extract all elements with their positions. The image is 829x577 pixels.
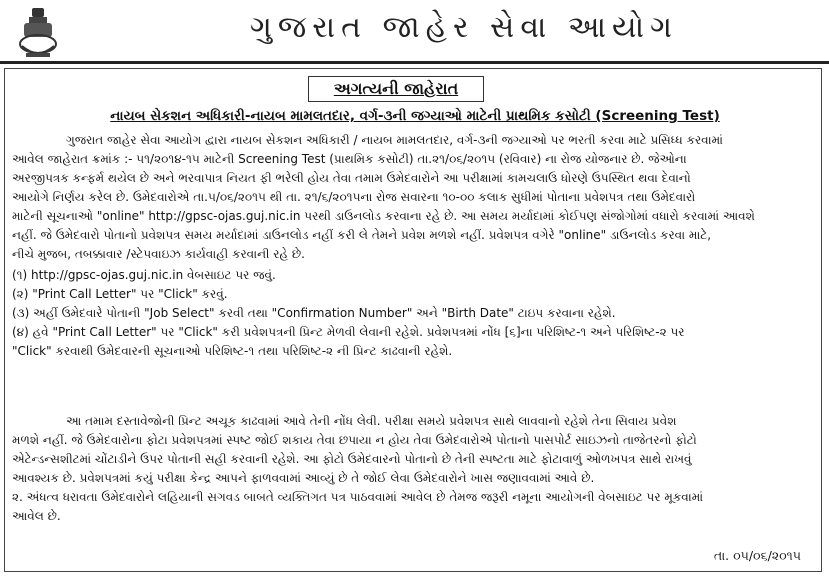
closing-paragraph: [12, 412, 818, 526]
intro-line: નહીં. જે ઉમેદવારો પોતાનો પ્રવેશપત્ર સમય મર્યાદામાં ડાઉનલોડ નહીં કરી લે તેમને પ્રવેશ મળશે નહીં. પ્રવેશપત્ર વગેરે "online" ડાઉનલોડ કરવા માટે,: [12, 228, 712, 242]
intro-line: ગુજરાત જાહેર સેવા આયોગ દ્વારા નાયબ સેકશન અધિકારી / નાયબ મામલતદાર, વર્ગ-૩ની જગ્યાઓ પર ભરતી કરવા માટે પ્રસિધ્ધ કરવામાં: [66, 133, 723, 147]
intro-line: અરજીપત્રક કન્ફર્મ થયેલ છે અને ભરવાપાત્ર નિયત ફી ભરેલી હોય તેવા તમામ ઉમેદવારોને આ પરીક્ષામાં કામચલાઉ ધોરણે ઉપસ્થિત થવા દેવાનો: [12, 171, 691, 185]
intro-line: નીચે મુજબ, તબક્કાવાર /સ્ટેપવાઇઝ કાર્યવાહી કરવાની રહે છે.: [12, 247, 305, 261]
notice-date: તા. ૦૫/૦૬/૨૦૧૫: [713, 548, 801, 563]
intro-line: માટેની સૂચનાઓ "online" http://gpsc-ojas.guj.nic.in પરથી ડાઉનલોડ કરવાના રહે છે. આ સમય મર્યાદામાં કોઈપણ સંજોગોમાં વધારો કરવામાં આવશે: [12, 209, 755, 223]
step-item: (૧) http://gpsc-ojas.guj.nic.in વેબસાઇટ પર જવું.: [12, 268, 276, 282]
step-item: (૪) હવે "Print Call Letter" પર "Click" કરી પ્રવેશપત્રની પ્રિન્ટ મેળવી લેવાની રહેશે. પ્રવેશપત્રમાં નોંધ [૬]ના પરિશિષ્ટ-૧ અને પરિશિષ્ટ-૨ પર: [12, 325, 685, 339]
closing-line: ૨. અંધત્વ ધરાવતા ઉમેદવારોને લહિયાની સગવડ બાબતે વ્યક્તિગત પત્ર પાઠવવામાં આવેલ છે તેમજ જરૂરી નમૂના આયોગની વેબસાઇટ પર મૂકવામાં: [12, 490, 704, 504]
step-item: (૩) અહીં ઉમેદવારે પોતાની "Job Select" કરવી તથા "Confirmation Number" અને "Birth Date" ટાઇપ કરવાના રહેશે.: [12, 306, 616, 320]
closing-line: એટેન્ડન્સશીટમાં ચોંટાડીને ઉપર પોતાની સહી કરવાની રહેશે. આ ફોટો ઉમેદવારનો પોતાનો છે તેની સ્પષ્ટતા માટે ફોટાવાળું ઓળખપત્ર સાથે રાખવું: [12, 452, 692, 466]
intro-line: આયોગે નિર્ણય કરેલ છે. ઉમેદવારોએ તા.૫/૦૬/૨૦૧૫ થી તા. ૨૧/૬/૨૦૧૫ના રોજ સવારના ૧૦-૦૦ કલાક સુધીમાં પોતાના પ્રવેશપત્ર તથા ઉમેદવારો: [12, 190, 696, 204]
header-divider: [0, 61, 829, 64]
notice-subject: નાયબ સેકશન અધિકારી-નાયબ મામલતદાર, વર્ગ-૩ની જગ્યાઓ માટેની પ્રાથમિક કસોટી (Screening Test): [110, 108, 720, 124]
notice-heading: અગત્યની જાહેરાત: [308, 76, 484, 102]
closing-line: આવેલ છે.: [12, 509, 61, 523]
organization-title: ગુજરાત જાહેર સેવા આયોગ: [250, 10, 679, 45]
intro-paragraph: [12, 131, 818, 264]
closing-line: આવશ્યક છે. પ્રવેશપત્રમાં કયું પરીક્ષા કેન્દ્ર આપને ફાળવવામાં આવ્યું છે તે જોઈ લેવા ઉમેદવારોને ખાસ જણાવવામાં આવે છે.: [12, 471, 595, 485]
intro-line: આવેલ જાહેરાત ક્રમાંક :- ૫૧/૨૦૧૪-૧૫ માટેની Screening Test (પ્રાથમિક કસોટી) તા.૨૧/૦૬/૨૦૧૫ (રવિવાર) ના રોજ યોજનાર છે. જેઓના: [12, 152, 687, 166]
state-emblem-icon: [14, 6, 62, 60]
closing-line: આ તમામ દસ્તાવેજોની પ્રિન્ટ અચૂક કાઢવામાં આવે તેની નોંધ લેવી. પરીક્ષા સમયે પ્રવેશપત્ર સાથે લાવવાનો રહેશે તેના સિવાય પ્રવેશ: [66, 414, 677, 428]
steps-list: [12, 266, 818, 361]
step-item: (૨) "Print Call Letter" પર "Click" કરવું.: [12, 287, 228, 301]
step-item: "Click" કરવાથી ઉમેદવારની સૂચનાઓ પરિશિષ્ટ-૧ તથા પરિશિષ્ટ-૨ ની પ્રિન્ટ કાઢવાની રહેશે.: [12, 344, 453, 358]
closing-line: મળશે નહીં. જે ઉમેદવારોના ફોટા પ્રવેશપત્રમાં સ્પષ્ટ જોઈ શકાય તેવા છપાયા ન હોય તેવા ઉમેદવારોએ પોતાનો પાસપોર્ટ સાઇઝનો તાજેતરનો ફોટો: [12, 433, 697, 447]
page-header: [0, 0, 829, 64]
